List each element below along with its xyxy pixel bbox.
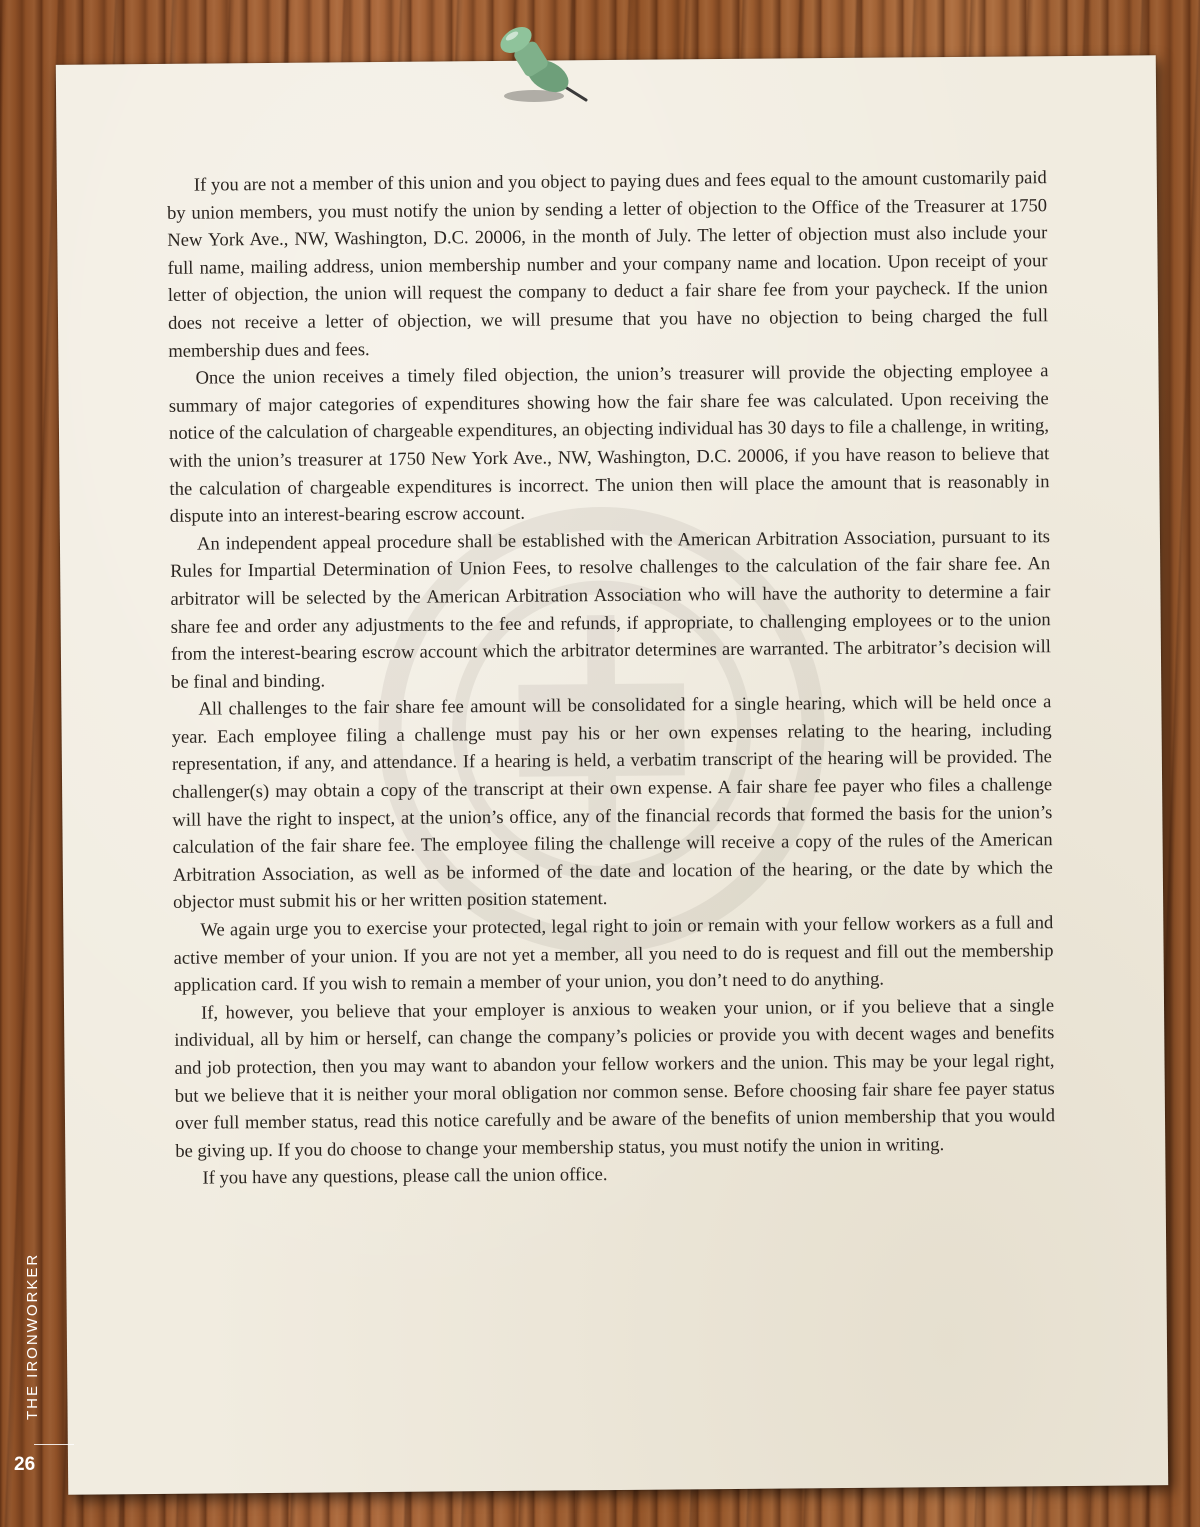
notice-body [167, 164, 1056, 1193]
notice-paragraph-questions: If you have any questions, please call the union office. [202, 1164, 608, 1189]
notice-paragraph-urge-membership: We again urge you to exercise your protected, legal right to join or remain with your fellow workers as a full and active member of your union. If you are not yet a member, all you need to do is request and fill out the membership application card. If you wish to remain a member of your union, you don’t need to do anything. [173, 912, 1054, 997]
notice-paragraph-objection: If you are not a member of this union and you object to paying dues and fees equal to the amount customarily paid by union members, you must notify the union by sending a letter of objection to the Office of the Treasurer at 1750 New York Ave., NW, Washington, D.C. 20006, in the month of July. The letter of objection must also include your full name, mailing address, union membership number and your company name and location. Upon receipt of your letter of objection, the union will request the company to deduct a fair share fee from your paycheck. If the union does not receive a letter of objection, we will presume that you have no objection to being charged the full membership dues and fees. [166, 167, 1049, 362]
pinned-notice-paper [56, 55, 1168, 1495]
sidebar-divider [34, 1444, 74, 1445]
notice-paragraph-appeal-procedure: An independent appeal procedure shall be established with the American Arbitration Association, pursuant to its Rules for Impartial Determination of Union Fees, to resolve challenges to the calculation of the fair share fee. An arbitrator will be selected by the American Arbitration Association who will have the authority to determine a fair share fee and order any adjustments to the fee and refunds, if appropriate, to challenging employees or to the union from the interest-bearing escrow account which the arbitrator determines are warranted. The arbitrator’s decision will be final and binding. [170, 525, 1051, 693]
notice-paragraph-hearing: All challenges to the fair share fee amount will be consolidated for a single hearing, which will be held once a year. Each employee filing a challenge must pay his or her own expenses relating to the hearing, including representation, if any, and attendance. If a hearing is held, a verbatim transcript of the hearing will be provided. The challenger(s) may obtain a copy of the transcript at their own expense. A fair share fee payer who files a challenge will have the right to inspect, at the union’s office, any of the financial records that formed the basis for the union’s calculation of the fair share fee. The employee filing the challenge will receive a copy of the rules of the American Arbitration Association, as well as be informed of the date and location of the hearing, or the date by which the objector must submit his or her written position statement. [171, 691, 1053, 914]
page-number: 26 [14, 1454, 36, 1475]
pushpin-icon [488, 22, 608, 112]
notice-paragraph-abandon-warning: If, however, you believe that your employer is anxious to weaken your union, or if you believe that a single individual, all by him or herself, can change the company’s policies or provide you with decent wages and benefits and job protection, then you may want to abandon your fellow workers and the union. This may be your legal right, but we believe that it is neither your moral obligation nor common sense. Before choosing fair share fee payer status over full member status, read this notice carefully and be aware of the benefits of union membership that you would be giving up. If you do choose to change your membership status, you must notify the union in writing. [174, 994, 1056, 1162]
notice-paragraph-treasurer-summary: Once the union receives a timely filed objection, the union’s treasurer will provide the objecting employee a summary of major categories of expenditures showing how the fair share fee was calculated. Upon receiving the notice of the calculation of chargeable expenditures, an objecting individual has 30 days to file a challenge, in writing, with the union’s treasurer at 1750 New York Ave., NW, Washington, D.C. 20006, if you have reason to believe that the calculation of chargeable expenditures is incorrect. The union then will place the amount that is reasonably in dispute into an interest-bearing escrow account. [168, 360, 1050, 527]
magazine-name: THE IRONWORKER [24, 1252, 41, 1420]
